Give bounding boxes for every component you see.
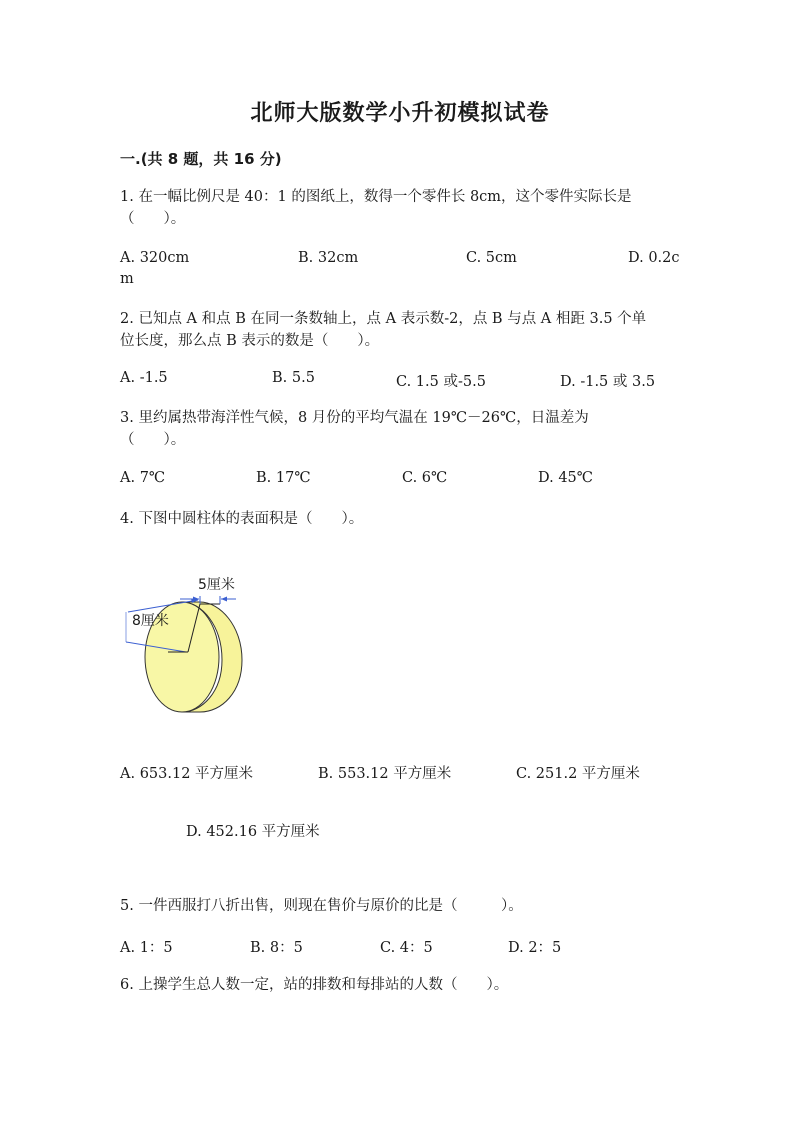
question-4-option-c: C. 251.2 平方厘米 xyxy=(516,766,640,782)
page-title: 北师大版数学小升初模拟试卷 xyxy=(250,101,550,126)
figure-label-top: 5厘米 xyxy=(198,577,235,593)
question-4-option-a: A. 653.12 平方厘米 xyxy=(120,766,254,782)
question-1-option-b: B. 32cm xyxy=(298,250,359,266)
question-1-line-1: 1. 在一幅比例尺是 40：1 的图纸上，数得一个零件长 8cm，这个零件实际长是 xyxy=(120,189,632,205)
question-2-option-c: C. 1.5 或-5.5 xyxy=(396,374,486,390)
question-3-option-c: C. 6℃ xyxy=(402,470,448,486)
question-2-line-1: 2. 已知点 A 和点 B 在同一条数轴上，点 A 表示数-2，点 B 与点 A 相距 3.5 个单 xyxy=(120,311,647,327)
question-5-line-1: 5. 一件西服打八折出售，则现在售价与原价的比是（ ）。 xyxy=(120,898,523,914)
question-4-option-d: D. 452.16 平方厘米 xyxy=(186,824,320,840)
question-2-option-d: D. -1.5 或 3.5 xyxy=(560,374,656,390)
question-3-line-2: （ ）。 xyxy=(120,432,186,448)
question-5-option-a: A. 1：5 xyxy=(120,940,173,956)
question-3-option-d: D. 45℃ xyxy=(538,470,593,486)
question-2-line-2: 位长度，那么点 B 表示的数是（ ）。 xyxy=(120,333,380,349)
question-1-line-2: （ ）。 xyxy=(120,211,186,227)
question-3-option-a: A. 7℃ xyxy=(120,470,166,486)
question-3-line-1: 3. 里约属热带海洋性气候，8 月份的平均气温在 19℃－26℃，日温差为 xyxy=(120,410,589,426)
question-5-option-b: B. 8：5 xyxy=(250,940,303,956)
section-heading: 一.(共 8 题，共 16 分) xyxy=(120,150,282,168)
question-6-line-1: 6. 上操学生总人数一定，站的排数和每排站的人数（ ）。 xyxy=(120,977,509,993)
cylinder-figure xyxy=(118,568,258,722)
question-2-option-b: B. 5.5 xyxy=(272,370,315,386)
figure-label-left: 8厘米 xyxy=(132,613,169,629)
question-1-option-d: D. 0.2c xyxy=(628,250,680,266)
question-4-option-b: B. 553.12 平方厘米 xyxy=(318,766,452,782)
question-4-line-1: 4. 下图中圆柱体的表面积是（ ）。 xyxy=(120,511,364,527)
question-2-option-a: A. -1.5 xyxy=(120,370,168,386)
question-5-option-d: D. 2：5 xyxy=(508,940,562,956)
question-1-option-c: C. 5cm xyxy=(466,250,517,266)
question-1-option-a: A. 320cm xyxy=(120,250,190,266)
question-1-option-d-wrap: m xyxy=(120,271,134,287)
question-5-option-c: C. 4：5 xyxy=(380,940,433,956)
question-3-option-b: B. 17℃ xyxy=(256,470,311,486)
